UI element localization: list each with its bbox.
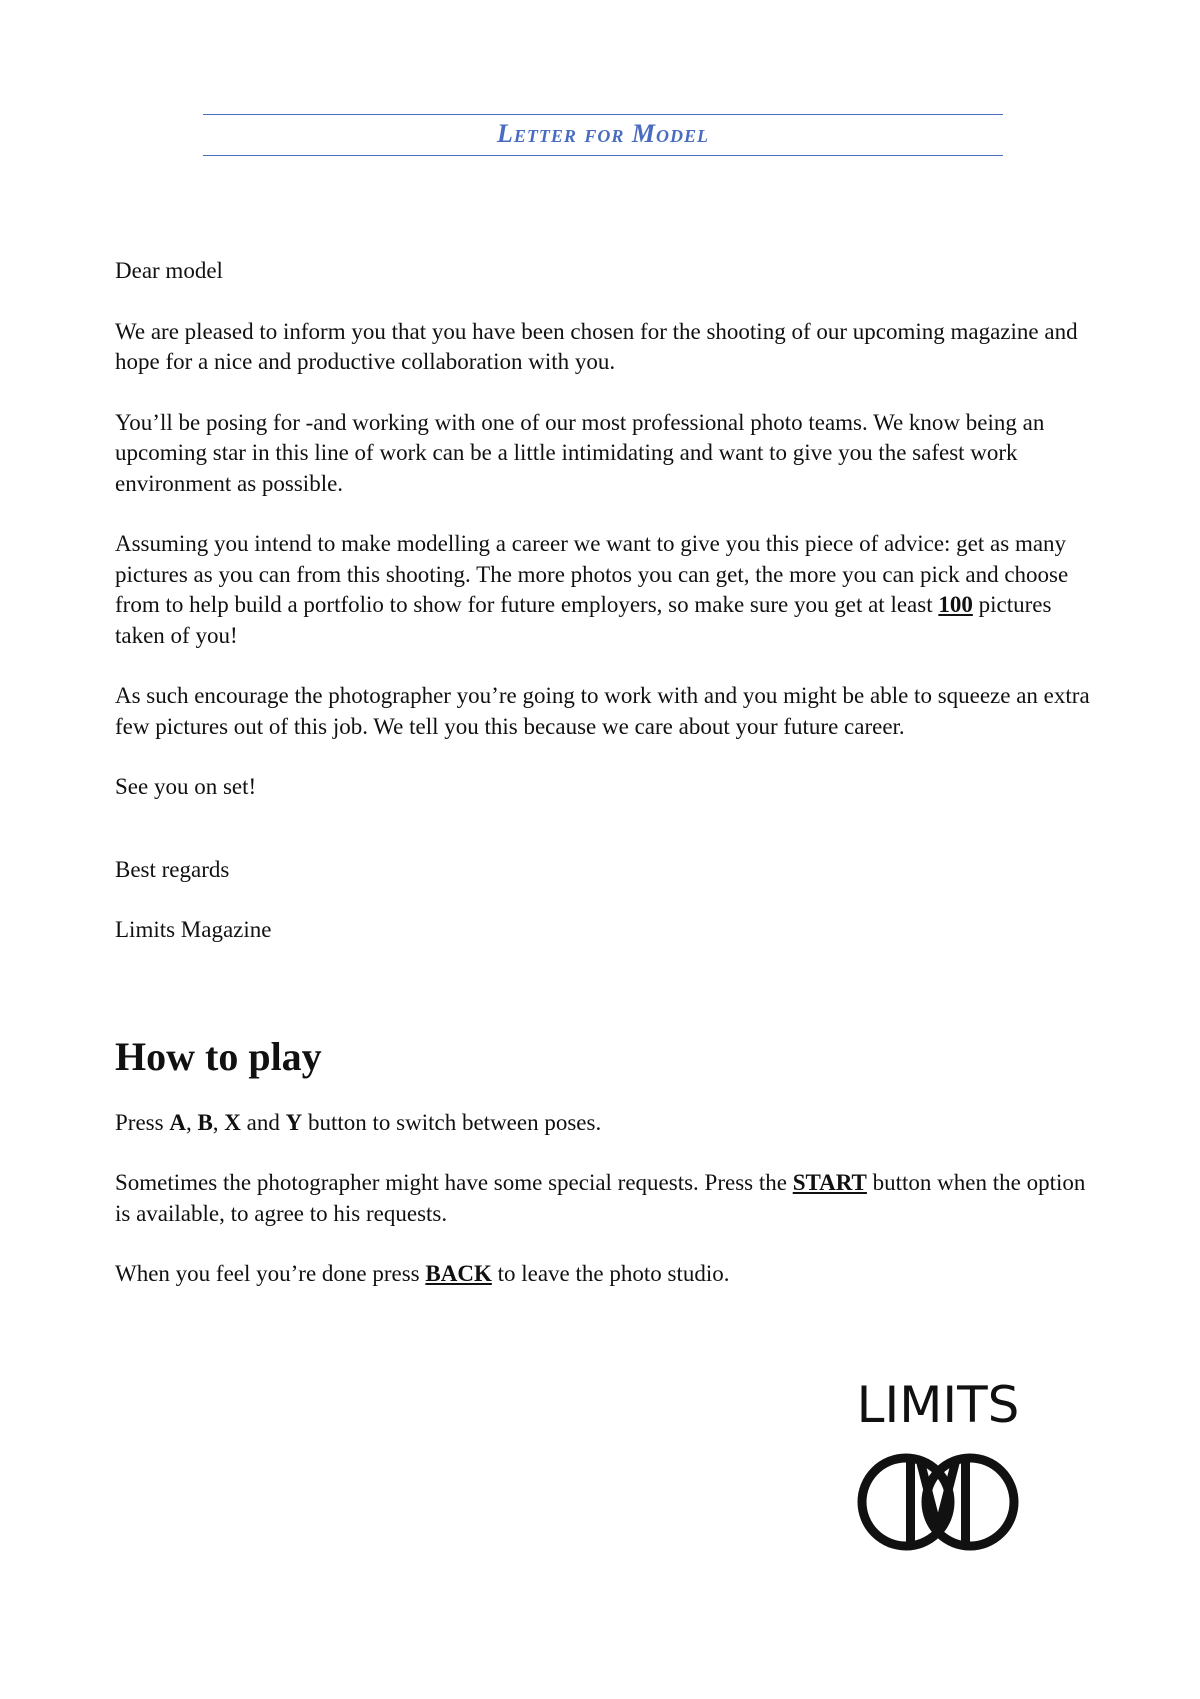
letter-greeting: Dear model xyxy=(115,258,223,283)
letter-paragraph-2: You’ll be posing for -and working with one of our most professional photo teams. We know being an upcoming star in this line of work can be a little intimidating and want to give you the safest work environment as possible. xyxy=(115,409,1045,496)
letter-paragraph-3 xyxy=(115,529,1095,651)
picture-count: 100 xyxy=(938,592,973,617)
letter-paragraph-3-end: pictures taken of you! xyxy=(115,592,1052,648)
how-to-play-line-1 xyxy=(115,1108,1095,1139)
document-title-block xyxy=(203,114,1003,156)
letter-closing: Best regards xyxy=(115,856,230,882)
document-title: Letter for Model xyxy=(496,119,710,148)
how-to-play-line-2-text: Sometimes the photographer might have some special requests. Press the xyxy=(115,1170,793,1195)
button-x: X xyxy=(224,1109,241,1135)
letter-paragraph-5: See you on set! xyxy=(115,774,257,799)
how-to-play-line-3-text: When you feel you’re done press xyxy=(115,1261,426,1286)
button-y: Y xyxy=(285,1109,303,1135)
and-text: and xyxy=(240,1109,286,1135)
document-body xyxy=(115,256,1095,1320)
separator: , xyxy=(212,1109,225,1135)
how-to-play-line-2 xyxy=(115,1168,1095,1229)
button-b: B xyxy=(197,1109,213,1135)
limits-m-monogram-icon xyxy=(862,1458,1014,1546)
how-to-play-line-3 xyxy=(115,1259,1095,1290)
press-text: Press xyxy=(115,1109,170,1135)
button-start: START xyxy=(792,1170,867,1195)
how-to-play-line-3-end: to leave the photo studio. xyxy=(491,1261,730,1286)
how-to-play-line-1-end: button to switch between poses. xyxy=(302,1109,602,1135)
button-back: BACK xyxy=(425,1261,492,1286)
letter-paragraph-3-text: Assuming you intend to make modelling a career we want to give you this piece of advice: get as many pictures as you can from this shooting. The more photos you can get, the more you can pick and choose from to help build a portfolio to show for future employers, so make sure you get at least xyxy=(115,531,1069,617)
how-to-play-heading: How to play xyxy=(115,1033,322,1079)
limits-logo xyxy=(850,1378,1026,1553)
button-a: A xyxy=(169,1109,186,1135)
how-to-play-line-2-end: button when the option is available, to agree to his requests. xyxy=(115,1170,1086,1226)
separator: , xyxy=(185,1109,198,1135)
logo-wordmark: LIMITS xyxy=(856,1378,1020,1434)
letter-paragraph-1: We are pleased to inform you that you have been chosen for the shooting of our upcoming magazine and hope for a nice and productive collaboration with you. xyxy=(115,318,1078,374)
letter-paragraph-4: As such encourage the photographer you’re going to work with and you might be able to squeeze an extra few pictures out of this job. We tell you this because we care about your future career. xyxy=(115,683,1090,739)
letter-signature: Limits Magazine xyxy=(115,917,272,942)
